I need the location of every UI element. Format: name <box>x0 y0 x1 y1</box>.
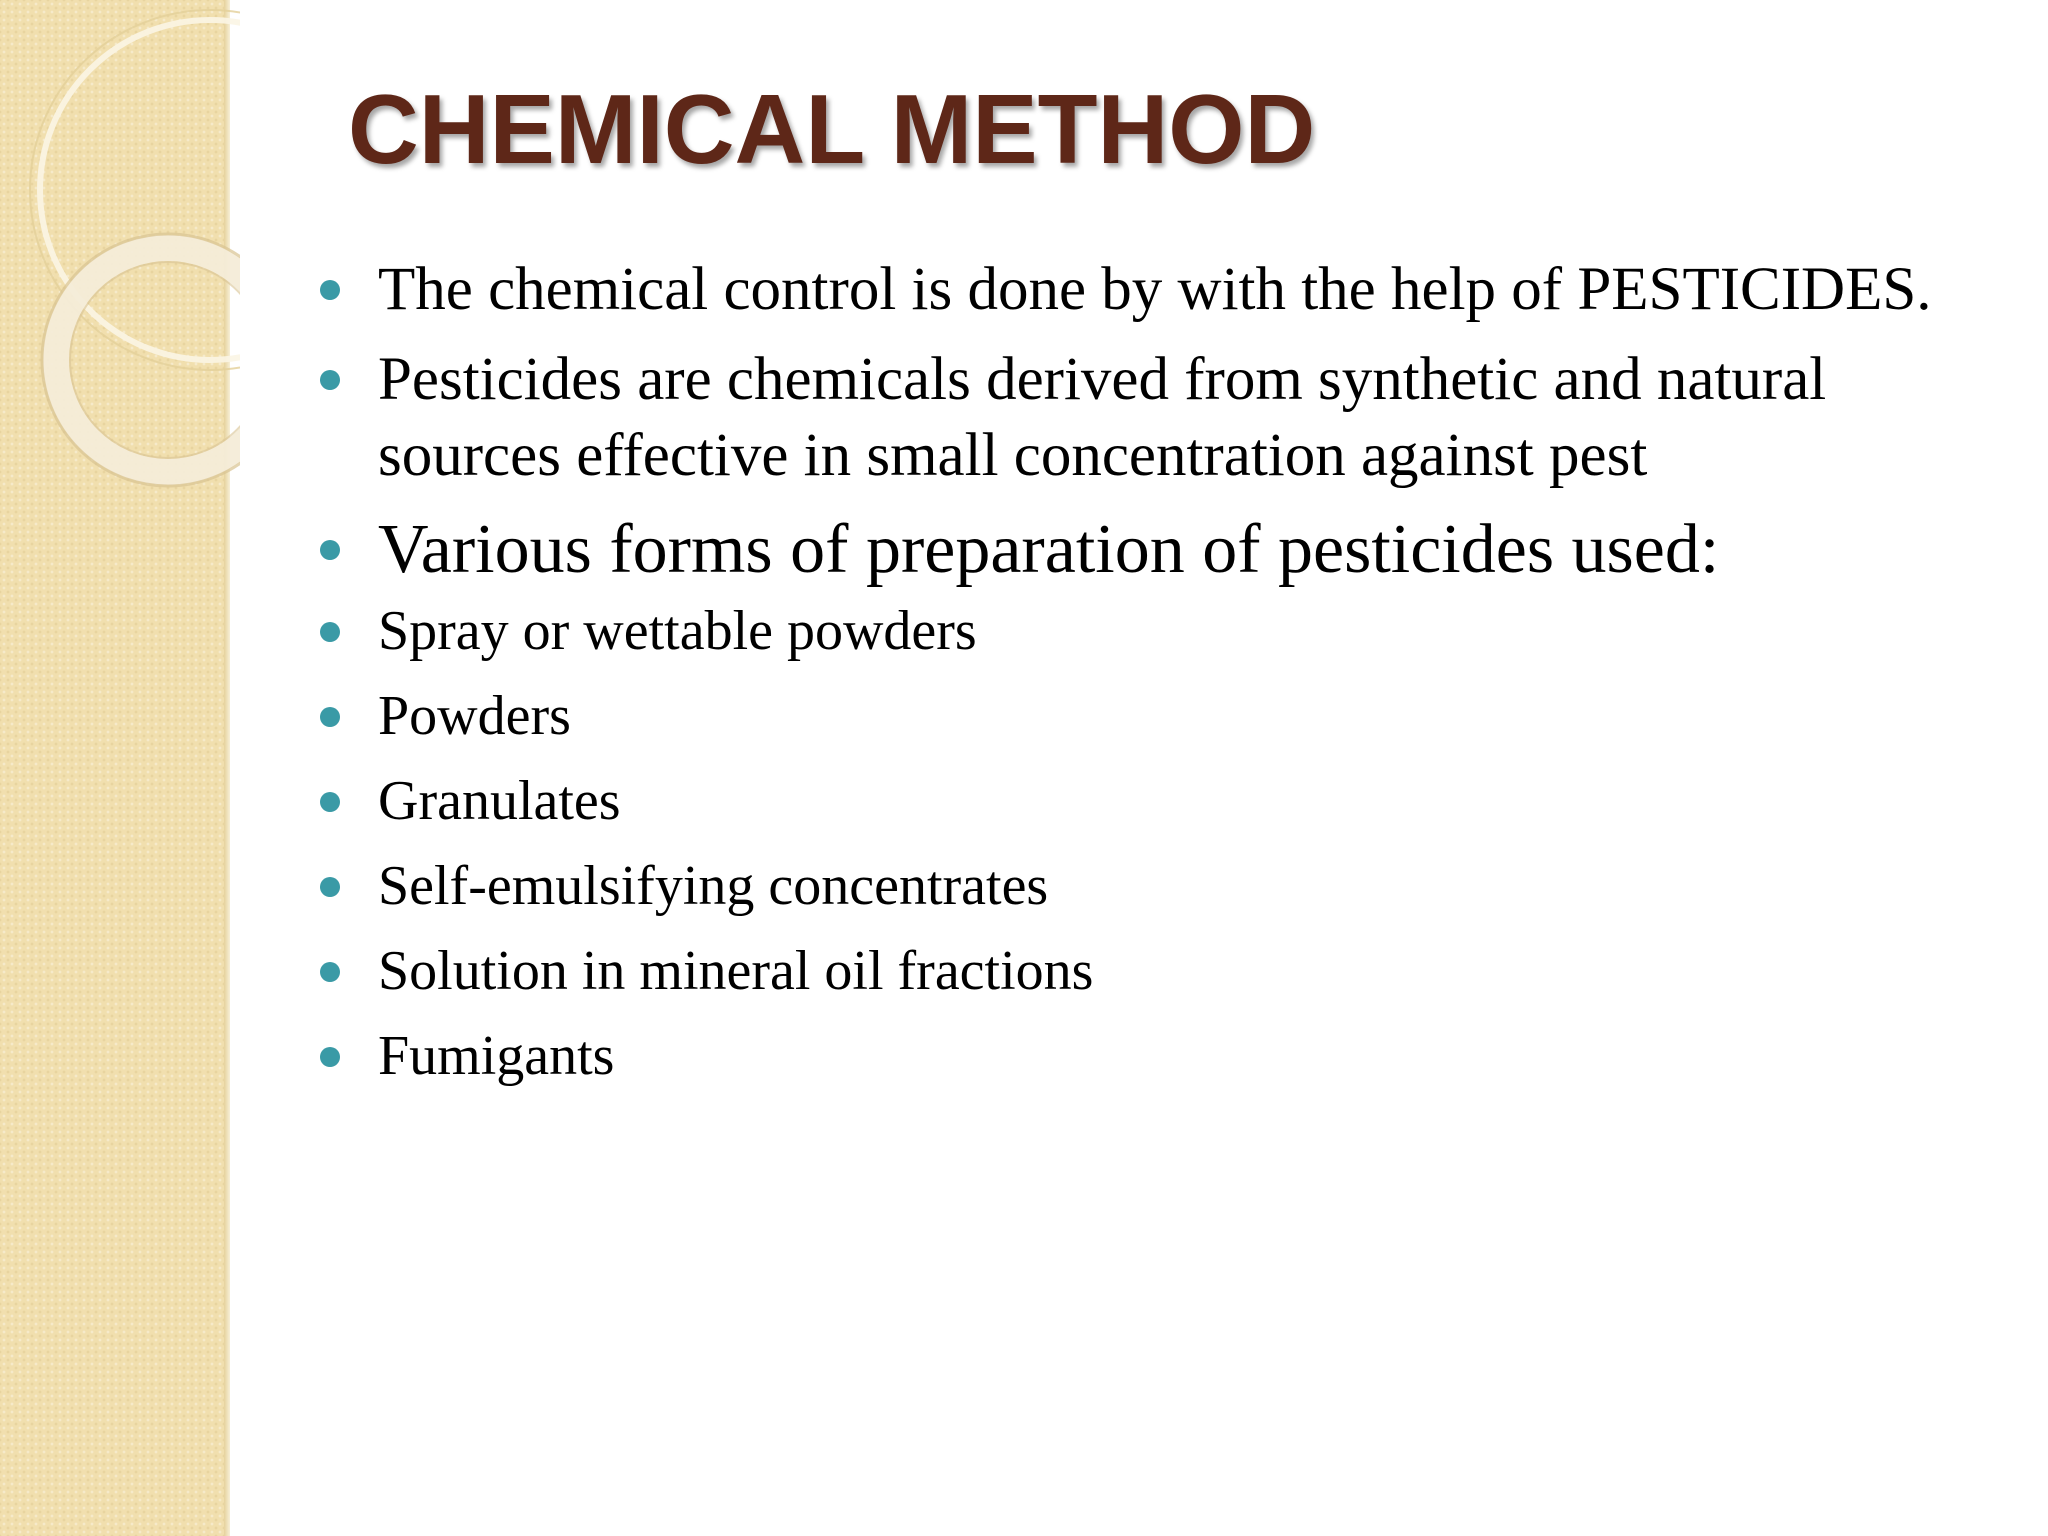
bullet-item <box>316 596 1956 666</box>
bullet-item <box>316 508 1956 592</box>
bullet-dot-icon <box>320 877 340 897</box>
bullet-dot-icon <box>320 280 340 300</box>
bullet-text: Pesticides are chemicals derived from synthetic and natural sources effective in small concentration against pest <box>378 346 1827 489</box>
decorative-rings <box>0 0 240 520</box>
bullet-dot-icon <box>320 622 340 642</box>
bullet-text: Spray or wettable powders <box>378 600 977 662</box>
slide-title: CHEMICAL METHOD <box>348 74 1316 184</box>
bullet-text: Fumigants <box>378 1025 615 1087</box>
bullet-text: Various forms of preparation of pesticides used: <box>378 511 1720 588</box>
bullet-text: The chemical control is done by with the help of PESTICIDES. <box>378 256 1932 323</box>
bullet-item <box>316 936 1956 1006</box>
bullet-text: Self-emulsifying concentrates <box>378 855 1049 917</box>
bullet-text: Solution in mineral oil fractions <box>378 940 1094 1002</box>
bullet-dot-icon <box>320 792 340 812</box>
bullet-text: Granulates <box>378 770 621 832</box>
bullet-item <box>316 1021 1956 1091</box>
bullet-dot-icon <box>320 962 340 982</box>
bullet-list <box>316 252 1956 1106</box>
bullet-dot-icon <box>320 540 340 560</box>
bullet-dot-icon <box>320 1047 340 1067</box>
bullet-item <box>316 252 1956 328</box>
bullet-dot-icon <box>320 707 340 727</box>
bullet-dot-icon <box>320 370 340 390</box>
bullet-item <box>316 851 1956 921</box>
bullet-text: Powders <box>378 685 571 747</box>
bullet-item <box>316 681 1956 751</box>
bullet-item <box>316 766 1956 836</box>
bullet-item <box>316 342 1956 494</box>
